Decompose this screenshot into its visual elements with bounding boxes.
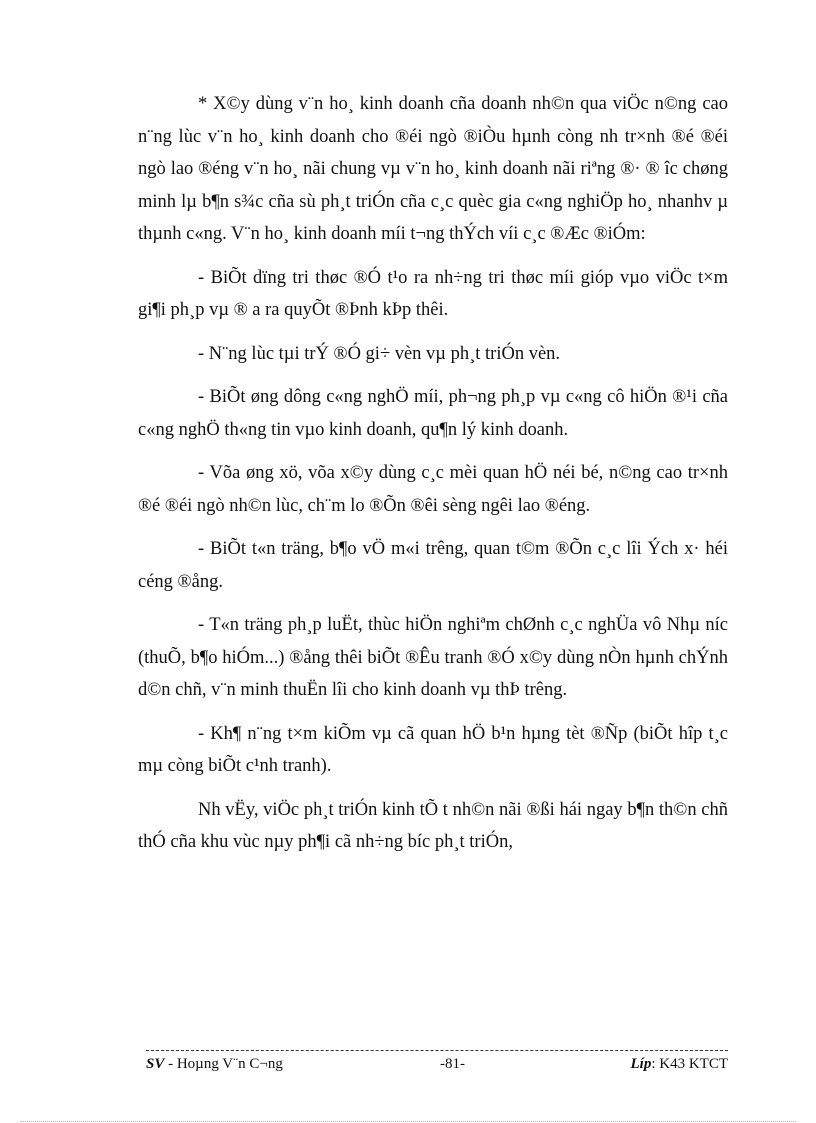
footer-author [146,1056,283,1073]
paragraph-6: - BiÕt t«n träng, b¶o vÖ m«i trêng, quan t©m ®Õn c¸c lîi Ých x· héi céng ®ång. [138,539,728,592]
page-footer [146,1056,728,1078]
paragraph-1: * X©y dùng v¨n ho¸ kinh doanh cña doanh nh©n qua viÖc n©ng cao n¨ng lùc v¨n ho¸ kinh doanh cho ®éi ngò ®iÒu hµnh còng nh tr×nh ®é ®éi ngò lao ®éng v¨n ho¸ nãi chung vµ v¨n ho¸ kinh doanh nãi riªng ®· ® îc chøng minh lµ b¶n s¾c cña sù ph¸t triÓn cña c¸c quèc gia c«ng nghiÖp ho¸ nhanhv µ thµnh c«ng. V¨n ho¸ kinh doanh míi t¬ng thÝch víi c¸c ®Æc ®iÓm: [138,94,728,244]
paragraph-5: - Võa øng xö, võa x©y dùng c¸c mèi quan hÖ néi bé, n©ng cao tr×nh ®é ®éi ngò nh©n lùc, ch¨m lo ®Õn ®êi sèng ngêi lao ®éng. [138,463,728,516]
paragraph-3: - N¨ng lùc tµi trÝ ®Ó gi÷ vèn vµ ph¸t triÓn vèn. [198,343,561,364]
footer-page-number: -81- [440,1056,465,1072]
footer-author-name: - Hoµng V¨n C¬ng [164,1056,283,1072]
paragraph-4: - BiÕt øng dông c«ng nghÖ míi, ph¬ng ph¸p vµ c«ng cô hiÖn ®¹i cña c«ng nghÖ th«ng tin vµo kinh doanh, qu¶n lý kinh doanh. [138,387,728,440]
paragraph-8: - Kh¶ n¨ng t×m kiÕm vµ cã quan hÖ b¹n hµng tèt ®Ñp (biÕt hîp t¸c mµ còng biÕt c¹nh tranh). [138,723,728,776]
page-bottom-border [20,1121,796,1122]
footer-divider [146,1050,728,1051]
footer-class-label: Líp [630,1056,652,1072]
footer-class-value: : K43 KTCT [651,1056,728,1072]
body-text [138,88,728,870]
paragraph-9: Nh vËy, viÖc ph¸t triÓn kinh tÕ t nh©n nãi ®ßi hái ngay b¶n th©n chñ thÓ cña khu vùc nµy ph¶i cã nh÷ng bíc ph¸t triÓn, [138,799,728,852]
footer-class [630,1056,728,1073]
paragraph-2: - BiÕt dïng tri thøc ®Ó t¹o ra nh÷ng tri thøc míi gióp vµo viÖc t×m gi¶i ph¸p vµ ® a ra quyÕt ®Þnh kÞp thêi. [138,267,728,320]
paragraph-7: - T«n träng ph¸p luËt, thùc hiÖn nghiªm chØnh c¸c nghÜa vô Nhµ níc (thuÕ, b¶o hiÓm...) ®ång thêi biÕt ®Êu tranh ®Ó x©y dùng nÒn hµnh chÝnh d©n chñ, v¨n minh thuËn lîi cho kinh doanh vµ thÞ trêng. [138,615,728,700]
footer-sv-label: SV [146,1056,165,1072]
